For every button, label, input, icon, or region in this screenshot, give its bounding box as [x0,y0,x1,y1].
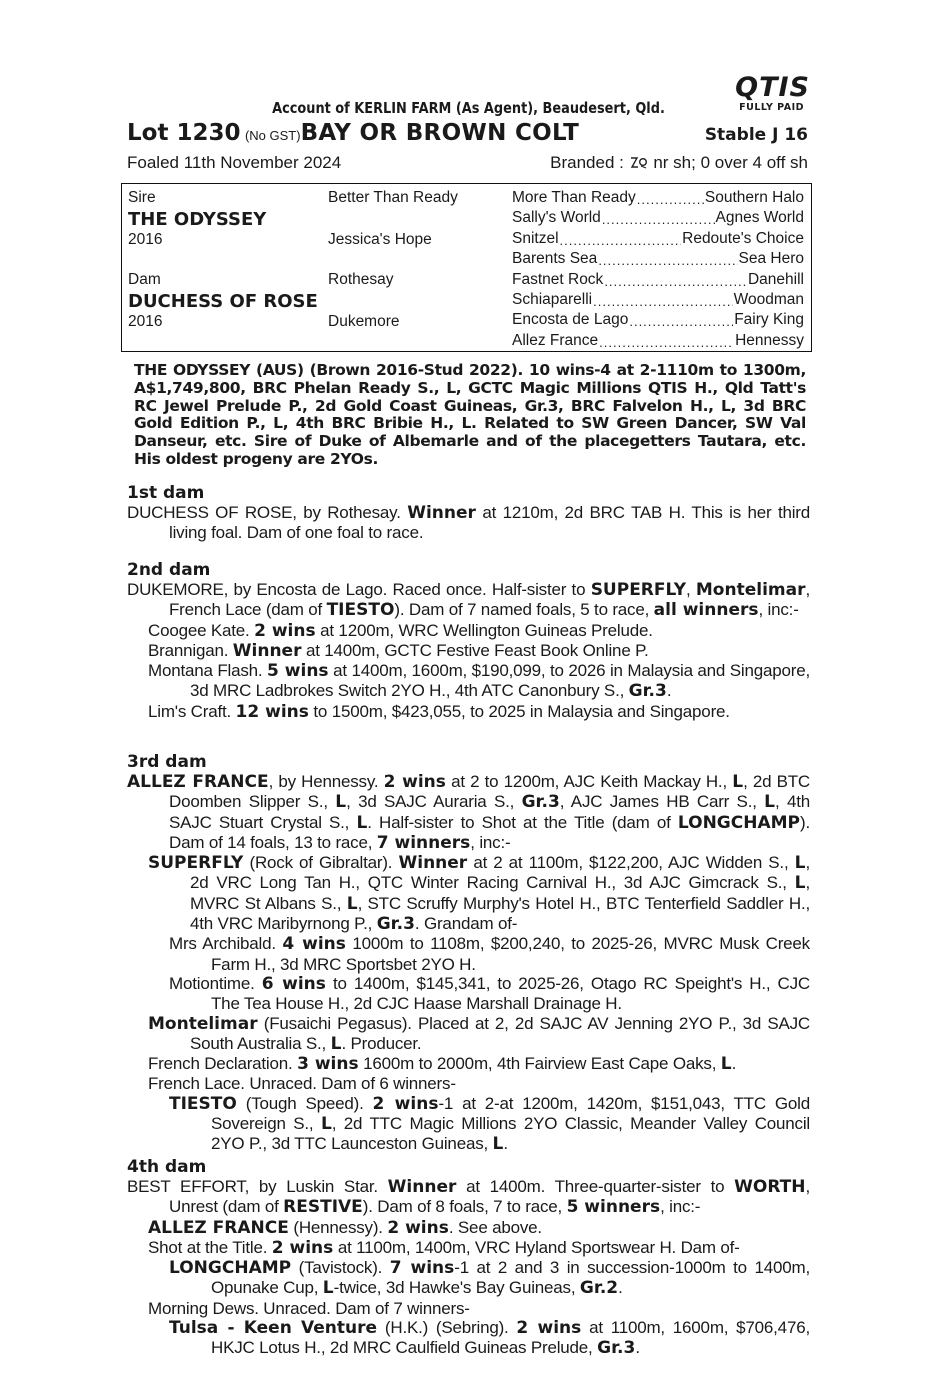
leader-dots [599,335,734,350]
text: -1 at 2 and 3 in succession-1000m to 1400m, Opunake Cup, [211,1258,810,1298]
bold-text: Winner [232,640,302,661]
text: at 2 at 1100m, $122,200, AJC Widden S., [467,853,795,873]
bold-text: 2 wins [516,1318,582,1339]
dam-entry [148,640,810,661]
text: (Tough Speed). [236,1093,373,1113]
text: , AJC James HB Carr S., [559,792,765,812]
bold-text: WORTH [734,1177,806,1197]
grandparent-name: Fastnet Rock [512,270,604,288]
grandparent-name: Barents Sea [512,250,598,268]
grandparent-sire: Redoute's Choice [682,229,804,247]
text: , French Lace (dam of [169,580,811,620]
grandparent-sire: Hennessy [735,331,804,349]
bold-text: TIESTO [169,1093,237,1114]
leader-dots [602,212,715,227]
text: French Lace. Unraced. Dam of 6 winners- [148,1074,456,1094]
sire-label: Sire [128,189,156,206]
grandparent-row [512,271,804,289]
text: , MVRC St Albans S., [190,873,810,913]
text: at 1200m, WRC Wellington Guineas Prelude. [315,620,653,640]
bold-text: 12 wins [235,701,309,722]
text: , 2d VRC Long Tan H., QTC Winter Racing Carnival H., 3d AJC Gimcrack S., [190,853,811,893]
leader-dots [629,314,733,329]
bold-text: 2 wins [387,1217,449,1238]
text: BEST EFFORT, by Luskin Star. [127,1177,388,1196]
bold-text: LONGCHAMP [677,812,801,833]
brand-mark-icon [629,156,649,169]
dam-entry [127,580,811,621]
first-dam-lines [127,503,810,543]
horse-description: BAY OR BROWN COLT [300,120,580,146]
text: , [686,580,696,599]
bold-text: 2 wins [254,620,316,641]
dam-entry [148,853,811,935]
third-dam-section [127,752,810,1155]
vendor-line: Account of KERLIN FARM (As Agent), Beaudesert, Qld. [272,99,665,117]
grandparent-name: Encosta de Lago [512,311,629,329]
bold-text: 7 winners [376,832,471,853]
third-dam-lines [127,772,810,1155]
text: to 1500m, $423,055, to 2025 in Malaysia and Singapore. [308,701,730,721]
foaled-row [127,153,810,173]
second-dam-section [127,560,810,722]
grandparent-row [512,332,804,350]
bold-text: L [322,1278,334,1299]
bold-text: SUPERFLY [148,853,244,874]
bold-text: L [320,1114,332,1135]
fourth-dam-section [127,1157,810,1359]
pedigree-table [121,183,812,352]
foaled-date: Foaled 11th November 2024 [127,153,342,172]
bold-text: L [346,893,358,914]
text: (Hennessy). [288,1217,388,1237]
bold-text: Tulsa - Keen Venture [169,1318,378,1339]
grandparent-row [512,291,804,309]
text: . [666,681,672,701]
text: . Producer. [341,1033,422,1053]
bold-text: all winners [653,600,759,621]
text: at 1400m. Three-quarter-sister to [456,1177,735,1196]
text: . Grandam of- [414,914,518,934]
grandparent-name: Allez France [512,331,599,349]
text: DUCHESS OF ROSE, by Rothesay. [127,503,408,522]
bold-text: 2 wins [271,1237,334,1258]
bold-text: L [356,812,368,833]
grandparent-name: More Than Ready [512,189,636,206]
bold-text: LONGCHAMP [169,1258,292,1279]
dam-entry [127,1177,810,1218]
grandparent-sire: Southern Halo [704,189,804,206]
text: , 4th SAJC Stuart Crystal S., [169,792,810,832]
bold-text: L [732,772,744,792]
dam-label: Dam [128,271,161,288]
fully-paid-label: FULLY PAID [739,102,804,113]
bold-text: Winner [407,503,476,523]
dam-entry [148,661,810,702]
bold-text: 5 wins [267,661,329,682]
text: , inc:- [660,1197,701,1217]
bold-text: SUPERFLY [590,580,687,600]
text: (Fusaichi Pegasus). Placed at 2, 2d SAJC AV Jenning 2YO P., 3d SAJC South Australia S., [190,1013,810,1053]
text: , 2d BTC Doomben Slipper S., [169,772,811,812]
text: at 1400m, GCTC Festive Feast Book Online P. [301,640,649,660]
bold-text: Gr.2 [579,1278,619,1299]
bold-text: Gr.3 [376,914,415,935]
bold-text: Montelimar [695,580,806,600]
text: , 3d SAJC Auraria S., [346,792,522,812]
dam-year: 2016 [128,313,163,330]
fourth-dam-title: 4th dam [127,1157,207,1177]
dam-entry [148,1217,810,1238]
grandparent-name: Snitzel [512,229,559,247]
text: . [731,1054,737,1074]
text: . Half-sister to Shot at the Title (dam of [367,812,678,832]
text: Montana Flash. [148,661,267,681]
text: ). Dam of 14 foals, 13 to race, [169,812,810,852]
sire-dam: Jessica's Hope [328,231,432,248]
bold-text: L [330,1033,342,1054]
text: ). Dam of 7 named foals, 5 to race, [394,600,654,620]
dam-entry [169,934,810,974]
second-dam-title: 2nd dam [127,560,211,580]
text: , Unrest (dam of [169,1177,810,1217]
dam-dam: Dukemore [328,313,400,330]
text: Motiontime. [169,973,262,993]
leader-dots [604,274,747,289]
text: Shot at the Title. [148,1237,272,1257]
grandparent-row [512,311,804,329]
sire-year: 2016 [128,231,163,248]
grandparent-row [512,250,804,268]
grandparent-row [512,189,804,207]
bold-text: 5 winners [566,1197,661,1218]
bold-text: TIESTO [326,600,395,621]
first-dam-title: 1st dam [127,483,205,503]
lot-number: Lot 1230 [127,120,241,146]
bold-text: L [794,873,806,894]
text: DUKEMORE, by Encosta de Lago. Raced once. Half-sister to [127,580,591,599]
text: (Rock of Gibraltar). [243,853,399,873]
bold-text: 7 wins [389,1258,455,1279]
dam-entry [148,1237,810,1258]
grandparent-row [512,230,804,248]
bold-text: 4 wins [282,934,346,955]
bold-text: 3 wins [297,1054,359,1075]
text: , inc:- [758,600,799,620]
bold-text: L [492,1134,504,1155]
text: French Declaration. [148,1054,298,1074]
text: at 1100m, 1600m, $706,476, HKJC Lotus H., 2d MRC Caulfield Guineas Prelude, [211,1318,810,1358]
dam-entry [148,1013,810,1055]
bold-text: L [764,792,776,813]
sire-sire: Better Than Ready [328,189,458,206]
sire-name: THE ODYSSEY [128,209,267,230]
qtis-logo: QTIS [735,72,810,103]
text: 1000m to 1108m, $200,240, to 2025-26, MVRC Musk Creek Farm H., 3d MRC Sportsbet 2YO H. [211,934,810,974]
text: to 1400m, $145,341, to 2025-26, Otago RC Speight's H., CJC The Tea House H., 2d CJC Haase Marshall Drainage H. [211,973,810,1014]
bold-text: Gr.3 [521,792,560,813]
leader-dots [637,192,704,207]
dam-entry [169,1318,810,1359]
dam-sire: Rothesay [328,271,394,288]
leader-dots [560,233,682,248]
lot-header [127,120,810,150]
first-dam-section [127,483,810,543]
text: , by Hennessy. [268,772,384,791]
grandparent-sire: Agnes World [715,209,804,227]
dam-entry [148,1298,810,1318]
bold-text: 2 wins [372,1093,439,1114]
dam-entry [148,620,810,641]
dam-entry [169,1258,810,1299]
text: at 1210m, 2d BRC TAB H. This is her third living foal. Dam of one foal to race. [169,503,811,543]
bold-text: Gr.3 [597,1338,636,1359]
text: . [635,1338,640,1358]
grandparent-row [512,209,804,227]
text: at 1100m, 1400m, VRC Hyland Sportswear H. Dam of- [333,1237,740,1257]
dam-entry [127,503,811,543]
dam-entry [169,1093,810,1155]
text: Mrs Archibald. [169,934,283,954]
dam-entry [169,973,810,1014]
bold-text: 6 wins [261,973,326,994]
text: Brannigan. [148,640,233,660]
text: at 2 to 1200m, AJC Keith Mackay H., [445,772,733,791]
dam-entry [148,1054,810,1075]
bold-text: Montelimar [148,1013,258,1034]
branded-label: Branded : [550,153,624,172]
second-dam-lines [127,580,810,722]
text: . See above. [448,1217,542,1237]
text: -1 at 2-at 1200m, 1420m, $151,043, TTC Gold Sovereign S., [211,1093,810,1134]
bold-text: Winner [387,1177,457,1197]
grandparent-sire: Danehill [747,270,804,288]
leader-dots [593,294,732,309]
dam-entry [148,1074,810,1094]
text: , STC Scruffy Murphy's Hotel H., BTC Tenterfield Saddler H., 4th VRC Maribyrnong P., [190,893,810,934]
bold-text: ALLEZ FRANCE [148,1217,289,1238]
dam-entry [148,701,810,722]
branded-info [550,153,808,173]
text: , inc:- [470,832,511,852]
bold-text: L [335,792,347,813]
text: 1600m to 2000m, 4th Fairview East Cape Oaks, [358,1054,721,1074]
bold-text: 2 wins [383,772,446,792]
gst-note: (No GST) [244,128,301,143]
dam-name: DUCHESS OF ROSE [128,291,318,312]
grandparent-sire: Sea Hero [738,250,804,268]
text: Morning Dews. Unraced. Dam of 7 winners- [148,1298,470,1318]
text: , 2d TTC Magic Millions 2YO Classic, Meander Valley Council 2YO P., 3d TTC Launceston Guineas, [211,1114,810,1154]
text: (Tavistock). [291,1258,390,1278]
fourth-dam-lines [127,1177,810,1359]
bold-text: L [720,1054,732,1075]
bold-text: Gr.3 [628,681,667,702]
text: Coogee Kate. [148,620,255,640]
text: at 1400m, 1600m, $190,099, to 2026 in Malaysia and Singapore, 3d MRC Ladbrokes Switch 2YO H., 4th ATC Canonbury S., [190,661,810,701]
grandparent-name: Schiaparelli [512,291,593,308]
leader-dots [598,253,737,268]
grandparent-name: Sally's World [512,209,601,227]
bold-text: L [794,853,806,874]
bold-text: ALLEZ FRANCE [127,772,269,792]
grandparent-sire: Fairy King [734,311,804,329]
text: Lim's Craft. [148,701,236,721]
bold-text: Winner [398,853,468,874]
bold-text: RESTIVE [283,1197,363,1218]
grandparent-sire: Woodman [733,291,804,308]
text: ). Dam of 8 foals, 7 to race, [362,1197,567,1217]
stable-number: Stable J 16 [704,125,808,145]
text: . [503,1134,508,1154]
third-dam-title: 3rd dam [127,752,207,772]
text: . [618,1278,623,1298]
dam-entry [127,772,811,853]
text: (H.K.) (Sebring). [377,1318,517,1338]
branded-text: nr sh; 0 over 4 off sh [653,153,808,172]
text: -twice, 3d Hawke's Bay Guineas, [333,1278,580,1298]
sire-summary: THE ODYSSEY (AUS) (Brown 2016-Stud 2022). 10 wins-4 at 2-1110m to 1300m, A$1,749,800, BRC Phelan Ready S., L, GCTC Magic Millions QTIS H., Qld Tatt's RC Jewel Prelude P., 2d Gold Coast Guineas, Gr.3, BRC Falvelon H., L, 3d BRC Gold Edition P., L, 4th BRC Bribie H., L. Related to SW Green Dancer, SW Val Danseur, etc. Sire of Duke of Albemarle and of the placegetters Tautara, etc. His oldest progeny are 2YOs. [134,361,806,468]
